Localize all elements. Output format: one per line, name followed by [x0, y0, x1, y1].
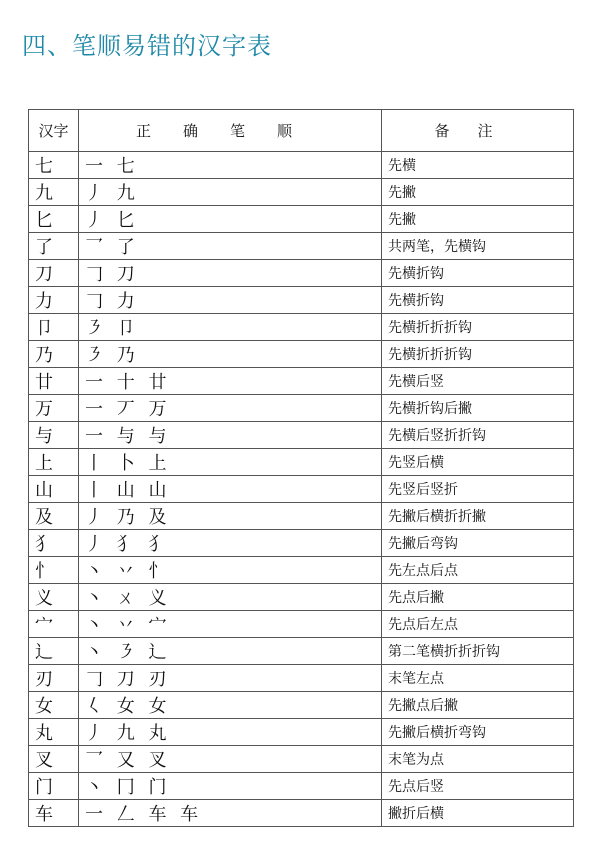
stroke-order-cell: 丨 卜 上 [79, 449, 382, 476]
char-cell: 七 [29, 152, 79, 179]
note-cell: 先竖后竖折 [382, 476, 574, 503]
stroke-order-cell: 一 十 廿 [79, 368, 382, 395]
stroke-order-cell: 一 与 与 [79, 422, 382, 449]
stroke-order-table [28, 109, 574, 827]
table-row [29, 368, 574, 395]
table-row [29, 638, 574, 665]
stroke-order-cell: 一 丆 万 [79, 395, 382, 422]
column-header-char: 汉字 [29, 110, 79, 152]
stroke-order-cell: 丶 ㇋ 辶 [79, 638, 382, 665]
note-cell: 先竖后横 [382, 449, 574, 476]
note-cell: 先撇点后撇 [382, 692, 574, 719]
table-row [29, 584, 574, 611]
table-row [29, 395, 574, 422]
char-cell: 刃 [29, 665, 79, 692]
note-cell: 撇折后横 [382, 800, 574, 827]
table-row [29, 611, 574, 638]
note-cell: 先左点后点 [382, 557, 574, 584]
note-cell: 先横后竖 [382, 368, 574, 395]
note-cell: 先撇后横折折撇 [382, 503, 574, 530]
char-cell: 门 [29, 773, 79, 800]
table-row [29, 773, 574, 800]
page-title: 四、笔顺易错的汉字表 [22, 32, 272, 60]
note-cell: 第二笔横折折折钩 [382, 638, 574, 665]
char-cell: 了 [29, 233, 79, 260]
stroke-order-cell: 𠃌 刀 刃 [79, 665, 382, 692]
char-cell: 辶 [29, 638, 79, 665]
note-cell: 先撇后弯钩 [382, 530, 574, 557]
table-row [29, 422, 574, 449]
stroke-order-cell: 丶 ㄨ 义 [79, 584, 382, 611]
table-row [29, 665, 574, 692]
note-cell: 先点后竖 [382, 773, 574, 800]
stroke-order-cell: 丿 匕 [79, 206, 382, 233]
stroke-order-cell: 𠃌 力 [79, 287, 382, 314]
char-cell: 犭 [29, 530, 79, 557]
table-row [29, 179, 574, 206]
table-row [29, 260, 574, 287]
stroke-order-cell: ㇋ 卩 [79, 314, 382, 341]
note-cell: 末笔为点 [382, 746, 574, 773]
char-cell: 义 [29, 584, 79, 611]
char-cell: 卩 [29, 314, 79, 341]
note-cell: 先撇 [382, 206, 574, 233]
stroke-order-cell: ㇋ 乃 [79, 341, 382, 368]
stroke-order-cell: 丨 山 山 [79, 476, 382, 503]
table-body [29, 152, 574, 827]
table-row [29, 449, 574, 476]
char-cell: 女 [29, 692, 79, 719]
table-row [29, 503, 574, 530]
note-cell: 共两笔，先横钩 [382, 233, 574, 260]
table-row [29, 692, 574, 719]
note-cell: 先点后左点 [382, 611, 574, 638]
table-row [29, 746, 574, 773]
table-row [29, 719, 574, 746]
char-cell: 丸 [29, 719, 79, 746]
table-row [29, 476, 574, 503]
stroke-order-cell: 丿 九 [79, 179, 382, 206]
char-cell: 万 [29, 395, 79, 422]
char-cell: 力 [29, 287, 79, 314]
stroke-order-cell: 丿 犭 犭 [79, 530, 382, 557]
table-row [29, 341, 574, 368]
table-row [29, 206, 574, 233]
table-row [29, 314, 574, 341]
table-row [29, 800, 574, 827]
char-cell: 九 [29, 179, 79, 206]
char-cell: 宀 [29, 611, 79, 638]
note-cell: 先横折折折钩 [382, 314, 574, 341]
note-cell: 先横 [382, 152, 574, 179]
note-cell: 先横折钩后撇 [382, 395, 574, 422]
stroke-order-cell: 乛 又 叉 [79, 746, 382, 773]
char-cell: 忄 [29, 557, 79, 584]
note-cell: 先撇 [382, 179, 574, 206]
table-row [29, 530, 574, 557]
note-cell: 先撇后横折弯钩 [382, 719, 574, 746]
table-row [29, 557, 574, 584]
char-cell: 上 [29, 449, 79, 476]
stroke-order-cell: 𠃌 刀 [79, 260, 382, 287]
char-cell: 刀 [29, 260, 79, 287]
stroke-order-cell: 𡿨 女 女 [79, 692, 382, 719]
column-header-stroke-order: 正确笔顺 [79, 110, 382, 152]
char-cell: 叉 [29, 746, 79, 773]
char-cell: 匕 [29, 206, 79, 233]
stroke-order-cell: 丶 冂 门 [79, 773, 382, 800]
char-cell: 与 [29, 422, 79, 449]
stroke-order-cell: 丶 丷 宀 [79, 611, 382, 638]
stroke-order-cell: 一 𠃋 车 车 [79, 800, 382, 827]
table-header-row [29, 110, 574, 152]
table-row [29, 152, 574, 179]
char-cell: 廿 [29, 368, 79, 395]
table-row [29, 233, 574, 260]
stroke-order-cell: 丿 九 丸 [79, 719, 382, 746]
note-cell: 先横折钩 [382, 287, 574, 314]
char-cell: 及 [29, 503, 79, 530]
stroke-order-cell: 丶 丷 忄 [79, 557, 382, 584]
char-cell: 山 [29, 476, 79, 503]
note-cell: 先点后撇 [382, 584, 574, 611]
char-cell: 车 [29, 800, 79, 827]
note-cell: 先横折折折钩 [382, 341, 574, 368]
column-header-note: 备注 [382, 110, 574, 152]
table-row [29, 287, 574, 314]
note-cell: 先横后竖折折钩 [382, 422, 574, 449]
note-cell: 末笔左点 [382, 665, 574, 692]
stroke-order-cell: 丿 乃 及 [79, 503, 382, 530]
char-cell: 乃 [29, 341, 79, 368]
stroke-order-cell: 乛 了 [79, 233, 382, 260]
stroke-order-cell: 一 七 [79, 152, 382, 179]
note-cell: 先横折钩 [382, 260, 574, 287]
